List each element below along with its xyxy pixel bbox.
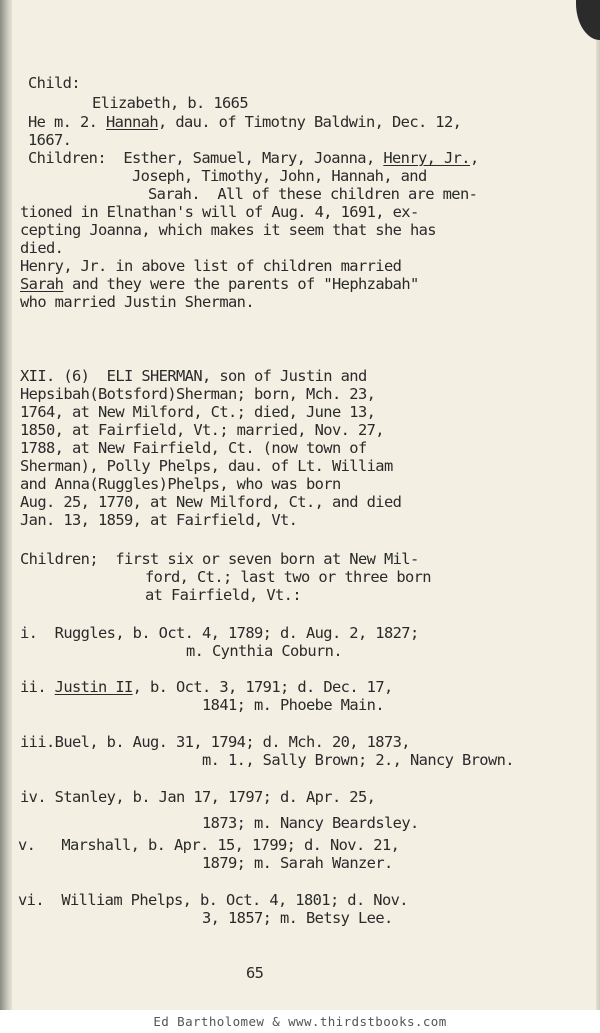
children-line-1: Children: Esther, Samuel, Mary, Joanna, Henry, Jr., [28, 149, 479, 167]
child-i-line-1: i. Ruggles, b. Oct. 4, 1789; d. Aug. 2, 1827; [20, 624, 419, 642]
sarah-underlined: Sarah [20, 275, 64, 293]
child-ii-line-1: ii. Justin II, b. Oct. 3, 1791; d. Dec. 17, [20, 678, 393, 696]
henry-jr-underlined: Henry, Jr. [383, 149, 470, 167]
eli-line-7: and Anna(Ruggles)Phelps, who was born [20, 475, 341, 493]
eli-line-1: XII. (6) ELI SHERMAN, son of Justin and [20, 367, 367, 385]
henry-line: Henry, Jr. in above list of children married [20, 257, 402, 275]
children-intro-1: Children; first six or seven born at New Mil- [20, 550, 419, 568]
will-line-3: died. [20, 239, 64, 257]
will-line-2: cepting Joanna, which makes it seem that she has [20, 221, 436, 239]
child-v-line-1: v. Marshall, b. Apr. 15, 1799; d. Nov. 21, [18, 836, 400, 854]
child-v-line-2: 1879; m. Sarah Wanzer. [202, 854, 393, 872]
justin-sherman-line: who married Justin Sherman. [20, 293, 254, 311]
child-elizabeth: Elizabeth, b. 1665 [92, 94, 248, 112]
child-vi-line-2: 3, 1857; m. Betsy Lee. [202, 909, 393, 927]
marriage-year: 1667. [28, 131, 72, 149]
hannah-underlined: Hannah [106, 113, 158, 131]
marriage-line: He m. 2. Hannah, dau. of Timotny Baldwin, Dec. 12, [28, 113, 462, 131]
watermark-footer: Ed Bartholomew & www.thirdstbooks.com [0, 1010, 600, 1033]
child-iv-line-2: 1873; m. Nancy Beardsley. [202, 814, 419, 832]
child-vi-line-1: vi. William Phelps, b. Oct. 4, 1801; d. Nov. [18, 891, 408, 909]
children-intro-3: at Fairfield, Vt.: [145, 586, 301, 604]
eli-line-2: Hepsibah(Botsford)Sherman; born, Mch. 23, [20, 385, 376, 403]
children-line-3: Sarah. All of these children are men- [148, 185, 478, 203]
children-line-2: Joseph, Timothy, John, Hannah, and [132, 167, 427, 185]
child-iii-line-1: iii.Buel, b. Aug. 31, 1794; d. Mch. 20, 1873, [20, 733, 410, 751]
justin-ii-underlined: Justin II [54, 678, 133, 696]
eli-line-8: Aug. 25, 1770, at New Milford, Ct., and died [20, 493, 402, 511]
child-iii-line-2: m. 1., Sally Brown; 2., Nancy Brown. [202, 751, 514, 769]
child-i-line-2: m. Cynthia Coburn. [186, 642, 342, 660]
child-ii-line-2: 1841; m. Phoebe Main. [202, 696, 384, 714]
will-line-1: tioned in Elnathan's will of Aug. 4, 1691, ex- [20, 203, 419, 221]
eli-line-3: 1764, at New Milford, Ct.; died, June 13, [20, 403, 376, 421]
child-label: Child: [28, 74, 80, 92]
eli-line-9: Jan. 13, 1859, at Fairfield, Vt. [20, 511, 298, 529]
children-intro-2: ford, Ct.; last two or three born [145, 568, 431, 586]
eli-line-4: 1850, at Fairfield, Vt.; married, Nov. 27, [20, 421, 384, 439]
eli-line-5: 1788, at New Fairfield, Ct. (now town of [20, 439, 367, 457]
sarah-line: Sarah and they were the parents of "Hephzabah" [20, 275, 419, 293]
eli-line-6: Sherman), Polly Phelps, dau. of Lt. William [20, 457, 393, 475]
child-iv-line-1: iv. Stanley, b. Jan 17, 1797; d. Apr. 25, [20, 788, 376, 806]
page-number: 65 [246, 964, 264, 982]
